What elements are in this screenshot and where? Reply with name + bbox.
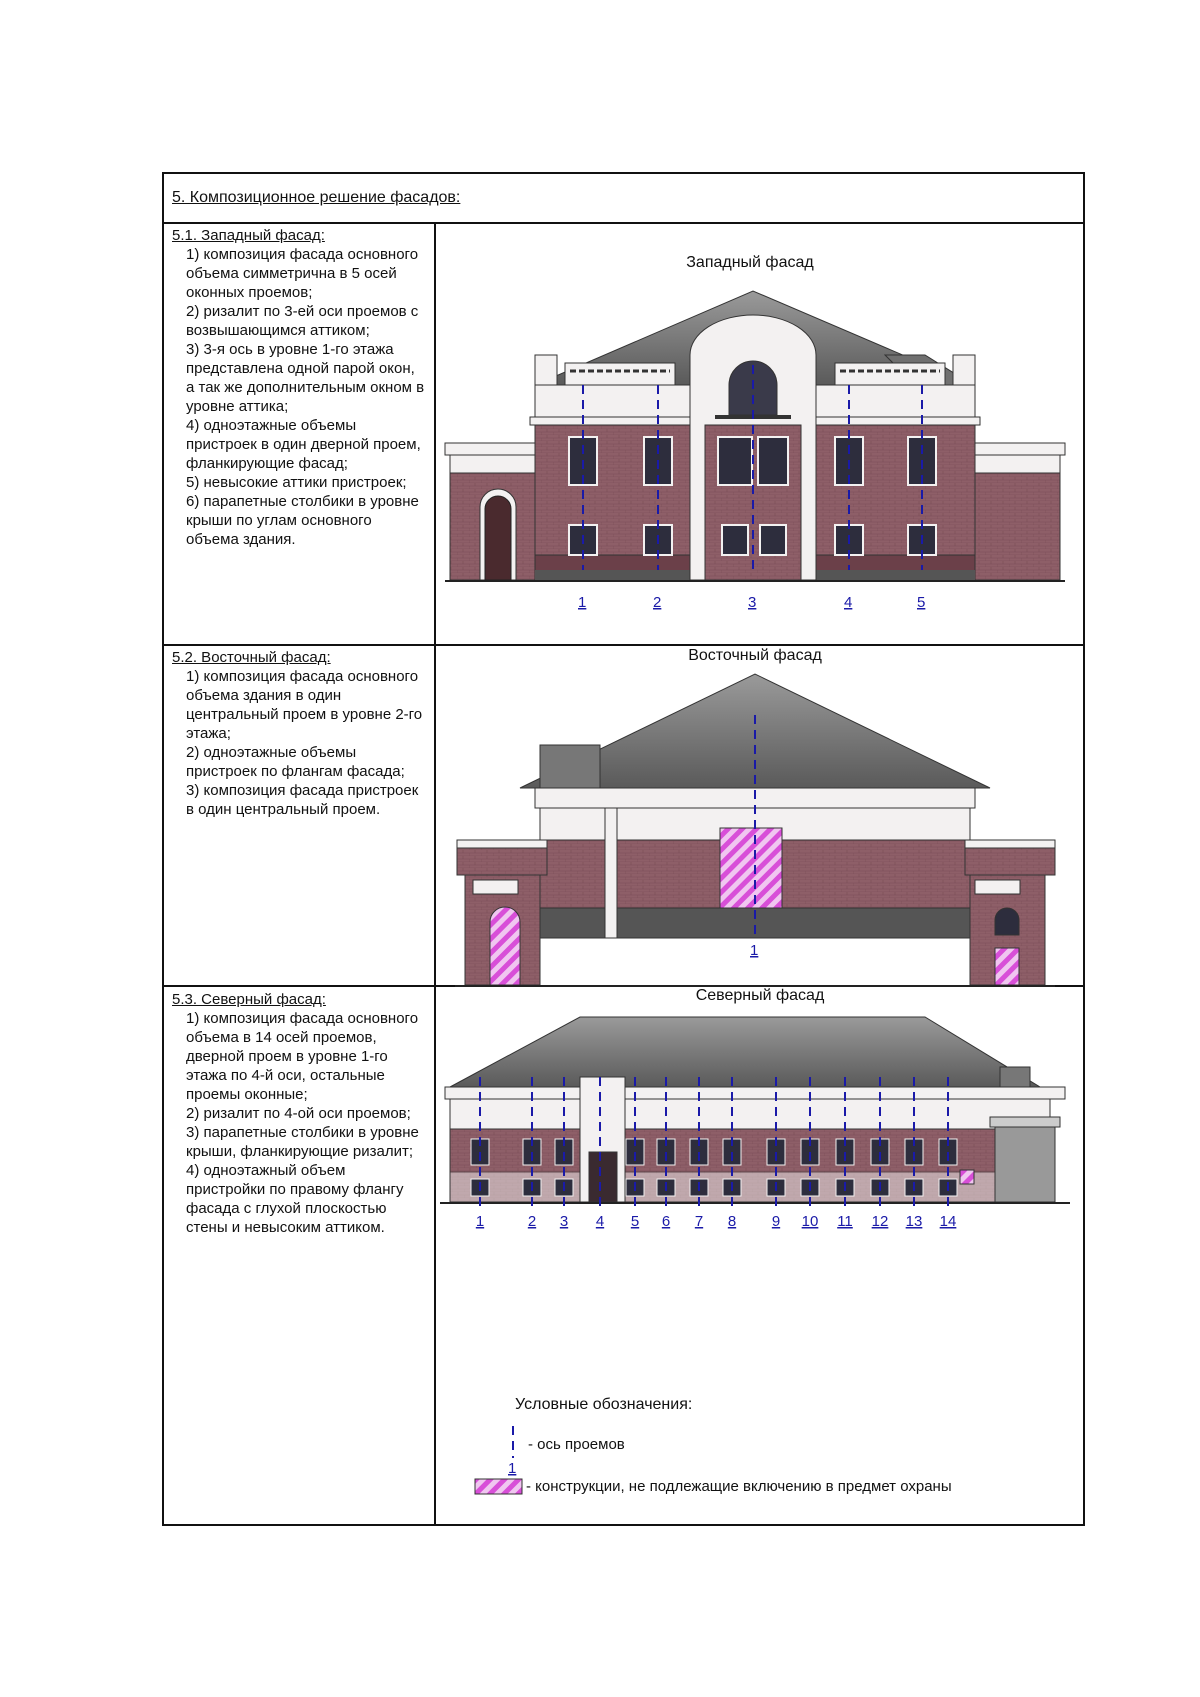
legend-hatch-text: - конструкции, не подлежащие включению в предмет охраны [526,1478,952,1495]
axis-label: 4 [844,594,853,611]
column-divider [434,222,436,1526]
axis-label: 1 [750,942,759,959]
north-facade-description [172,990,427,1237]
axis-label: 2 [527,1213,537,1230]
axis-label: 10 [801,1213,819,1230]
axis-label: 3 [748,594,757,611]
axis-label: 4 [595,1213,605,1230]
list-item: 2) ризалит по 3-ей оси проемов с возвышающимся аттиком; [186,303,419,339]
section-title: 5.3. Северный фасад: [172,991,326,1008]
axis-label: 1 [475,1213,485,1230]
list-item: 6) парапетные столбики в уровне крыши по углам основного объема здания. [186,493,419,548]
axis-label: 13 [905,1213,923,1230]
list-item: 1) композиция фасада основного объема в 14 осей проемов, дверной проем в уровне 1-го этажа по 4-й оси, остальные проемы оконные; [186,1010,419,1103]
axis-label: 5 [630,1213,640,1230]
list-item: 4) одноэтажный объем пристройки по правому флангу фасада с глухой плоскостью стены и невысоким аттиком. [186,1162,404,1236]
east-facade-title: Восточный фасад [688,647,822,664]
axis-label: 1 [578,594,587,611]
axis-label: 7 [694,1213,704,1230]
axis-label: 14 [939,1213,957,1230]
list-item: 4) одноэтажные объемы пристроек в один дверной проем, фланкирующие фасад; [186,417,421,472]
north-facade-title: Северный фасад [695,987,825,1004]
list-item: 3) парапетные столбики в уровне крыши, фланкирующие ризалит; [186,1124,419,1160]
section-title: 5.1. Западный фасад: [172,227,325,244]
list-item: 3) 3-я ось в уровне 1-го этажа представлена одной парой окон, а так же дополнительным окном в уровне аттика; [186,341,425,415]
east-facade-description [172,648,427,819]
west-facade-title: Западный фасад [686,254,814,271]
axis-label: 12 [871,1213,889,1230]
list-item: 5) невысокие аттики пристроек; [186,474,407,491]
list-item: 1) композиция фасада основного объема симметрична в 5 осей оконных проемов; [186,246,419,301]
legend-title: Условные обозначения: [515,1396,693,1413]
list-item: 2) ризалит по 4-ой оси проемов; [186,1105,411,1122]
axis-label: 8 [727,1213,737,1230]
east-hatched-opening [720,828,782,908]
axis-label: 11 [837,1213,853,1230]
sheet-title: 5. Композиционное решение фасадов: [172,189,461,206]
west-facade-description [172,226,427,549]
axis-label: 5 [917,594,926,611]
axis-label: 9 [771,1213,781,1230]
legend-axis-label: 1 [508,1460,517,1477]
section-title: 5.2. Восточный фасад: [172,649,331,666]
east-facade-drawing [445,670,1065,970]
row-divider-1 [164,644,1083,646]
west-facade-drawing [445,285,1065,615]
list-item: 2) одноэтажные объемы пристроек по флангам фасада; [186,744,405,780]
north-facade-drawing [440,1012,1070,1232]
west-door [485,496,511,580]
legend-hatch-swatch [474,1478,524,1496]
list-item: 3) композиция фасада пристроек в один центральный проем. [186,782,419,818]
north-roof [450,1017,1040,1087]
axis-label: 2 [653,594,662,611]
legend-axis-text: - ось проемов [528,1436,625,1453]
list-item: 1) композиция фасада основного объема здания в один центральный проем в уровне 2-го этажа; [186,668,423,742]
axis-label: 3 [559,1213,569,1230]
sheet-header [164,174,1083,224]
axis-label: 6 [661,1213,671,1230]
